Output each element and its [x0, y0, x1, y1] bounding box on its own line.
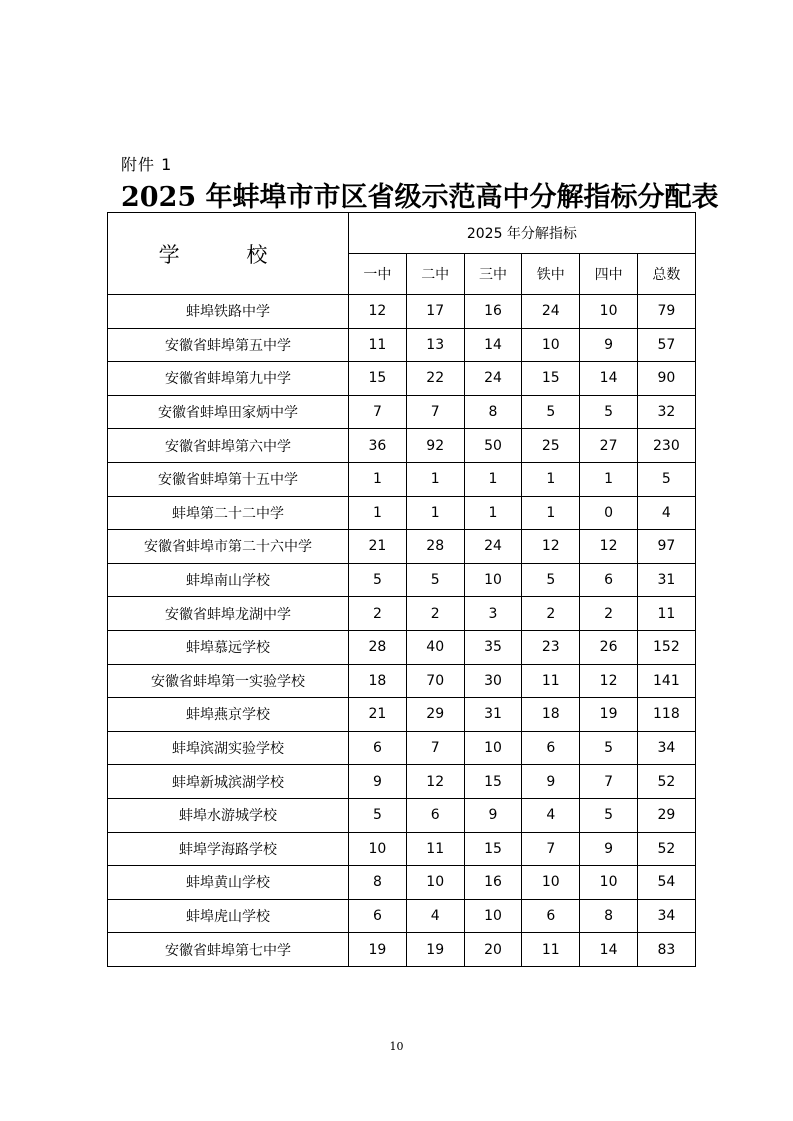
- quota-value-cell: 1: [406, 496, 464, 530]
- school-name-cell: 安徽省蚌埠第五中学: [108, 328, 349, 362]
- table-row: [108, 933, 696, 967]
- table-row: [108, 630, 696, 664]
- quota-value-cell: 21: [349, 530, 407, 564]
- column-header: 总数: [637, 254, 695, 295]
- quota-value-cell: 31: [464, 698, 522, 732]
- table-row: [108, 698, 696, 732]
- quota-value-cell: 1: [522, 496, 580, 530]
- quota-value-cell: 30: [464, 664, 522, 698]
- school-name-cell: 蚌埠水游城学校: [108, 798, 349, 832]
- quota-value-cell: 34: [637, 899, 695, 933]
- quota-value-cell: 11: [406, 832, 464, 866]
- quota-value-cell: 12: [522, 530, 580, 564]
- page-title: 2025 年蚌埠市市区省级示范高中分解指标分配表: [121, 182, 719, 213]
- school-name-cell: 安徽省蚌埠第一实验学校: [108, 664, 349, 698]
- table-row: [108, 362, 696, 396]
- quota-value-cell: 1: [522, 462, 580, 496]
- quota-value-cell: 50: [464, 429, 522, 463]
- table-row: [108, 765, 696, 799]
- quota-value-cell: 20: [464, 933, 522, 967]
- quota-value-cell: 13: [406, 328, 464, 362]
- quota-value-cell: 152: [637, 630, 695, 664]
- quota-value-cell: 14: [580, 362, 638, 396]
- quota-value-cell: 5: [349, 798, 407, 832]
- quota-value-cell: 14: [464, 328, 522, 362]
- column-header: 一中: [349, 254, 407, 295]
- quota-value-cell: 34: [637, 731, 695, 765]
- school-column-header: 学 校: [108, 213, 349, 295]
- school-name-cell: 蚌埠滨湖实验学校: [108, 731, 349, 765]
- school-name-cell: 蚌埠学海路学校: [108, 832, 349, 866]
- quota-value-cell: 10: [522, 866, 580, 900]
- quota-value-cell: 36: [349, 429, 407, 463]
- table-row: [108, 899, 696, 933]
- quota-value-cell: 5: [580, 731, 638, 765]
- column-header: 二中: [406, 254, 464, 295]
- quota-value-cell: 32: [637, 395, 695, 429]
- quota-value-cell: 7: [349, 395, 407, 429]
- quota-value-cell: 19: [580, 698, 638, 732]
- quota-value-cell: 15: [464, 765, 522, 799]
- school-name-cell: 安徽省蚌埠市第二十六中学: [108, 530, 349, 564]
- quota-value-cell: 11: [349, 328, 407, 362]
- quota-value-cell: 10: [349, 832, 407, 866]
- quota-value-cell: 40: [406, 630, 464, 664]
- quota-value-cell: 8: [464, 395, 522, 429]
- quota-value-cell: 18: [522, 698, 580, 732]
- quota-value-cell: 12: [580, 664, 638, 698]
- quota-value-cell: 15: [349, 362, 407, 396]
- school-name-cell: 安徽省蚌埠第七中学: [108, 933, 349, 967]
- table-row: [108, 530, 696, 564]
- quota-value-cell: 5: [522, 395, 580, 429]
- quota-value-cell: 17: [406, 295, 464, 329]
- quota-value-cell: 6: [522, 899, 580, 933]
- table-row: [108, 664, 696, 698]
- quota-value-cell: 1: [349, 496, 407, 530]
- quota-value-cell: 5: [580, 798, 638, 832]
- quota-value-cell: 5: [522, 563, 580, 597]
- quota-value-cell: 16: [464, 866, 522, 900]
- quota-value-cell: 10: [464, 563, 522, 597]
- quota-value-cell: 9: [580, 832, 638, 866]
- quota-value-cell: 9: [349, 765, 407, 799]
- quota-value-cell: 2: [349, 597, 407, 631]
- quota-value-cell: 79: [637, 295, 695, 329]
- quota-value-cell: 22: [406, 362, 464, 396]
- table-body: [108, 295, 696, 967]
- quota-value-cell: 16: [464, 295, 522, 329]
- quota-value-cell: 15: [464, 832, 522, 866]
- school-name-cell: 蚌埠新城滨湖学校: [108, 765, 349, 799]
- quota-value-cell: 4: [637, 496, 695, 530]
- quota-value-cell: 97: [637, 530, 695, 564]
- table-row: [108, 328, 696, 362]
- quota-value-cell: 8: [349, 866, 407, 900]
- quota-value-cell: 57: [637, 328, 695, 362]
- table-row: [108, 832, 696, 866]
- quota-value-cell: 1: [580, 462, 638, 496]
- school-name-cell: 安徽省蚌埠第九中学: [108, 362, 349, 396]
- quota-value-cell: 14: [580, 933, 638, 967]
- quota-value-cell: 11: [522, 664, 580, 698]
- quota-value-cell: 52: [637, 832, 695, 866]
- quota-value-cell: 4: [522, 798, 580, 832]
- quota-value-cell: 2: [406, 597, 464, 631]
- quota-value-cell: 118: [637, 698, 695, 732]
- quota-value-cell: 10: [580, 866, 638, 900]
- quota-value-cell: 7: [406, 395, 464, 429]
- quota-value-cell: 24: [464, 530, 522, 564]
- column-header: 四中: [580, 254, 638, 295]
- quota-value-cell: 21: [349, 698, 407, 732]
- school-name-cell: 安徽省蚌埠田家炳中学: [108, 395, 349, 429]
- column-header: 铁中: [522, 254, 580, 295]
- quota-value-cell: 15: [522, 362, 580, 396]
- quota-value-cell: 4: [406, 899, 464, 933]
- table-row: [108, 731, 696, 765]
- quota-value-cell: 90: [637, 362, 695, 396]
- quota-value-cell: 6: [349, 731, 407, 765]
- quota-value-cell: 12: [349, 295, 407, 329]
- attachment-label: 附件 1: [121, 155, 173, 174]
- school-name-cell: 蚌埠虎山学校: [108, 899, 349, 933]
- quota-value-cell: 25: [522, 429, 580, 463]
- quota-value-cell: 2: [580, 597, 638, 631]
- table-row: [108, 295, 696, 329]
- quota-value-cell: 7: [406, 731, 464, 765]
- quota-value-cell: 52: [637, 765, 695, 799]
- quota-value-cell: 1: [406, 462, 464, 496]
- school-name-cell: 蚌埠南山学校: [108, 563, 349, 597]
- quota-value-cell: 1: [349, 462, 407, 496]
- quota-group-header: 2025 年分解指标: [349, 213, 696, 254]
- quota-value-cell: 5: [406, 563, 464, 597]
- quota-value-cell: 11: [637, 597, 695, 631]
- quota-value-cell: 27: [580, 429, 638, 463]
- quota-value-cell: 6: [522, 731, 580, 765]
- table-row: [108, 866, 696, 900]
- quota-value-cell: 12: [406, 765, 464, 799]
- quota-value-cell: 28: [406, 530, 464, 564]
- quota-value-cell: 35: [464, 630, 522, 664]
- quota-value-cell: 2: [522, 597, 580, 631]
- quota-value-cell: 31: [637, 563, 695, 597]
- quota-value-cell: 11: [522, 933, 580, 967]
- quota-value-cell: 19: [406, 933, 464, 967]
- school-name-cell: 安徽省蚌埠第十五中学: [108, 462, 349, 496]
- quota-value-cell: 29: [406, 698, 464, 732]
- quota-value-cell: 6: [349, 899, 407, 933]
- allocation-table: [107, 212, 696, 967]
- quota-value-cell: 23: [522, 630, 580, 664]
- quota-value-cell: 28: [349, 630, 407, 664]
- quota-value-cell: 9: [580, 328, 638, 362]
- table-row: [108, 798, 696, 832]
- quota-value-cell: 10: [464, 899, 522, 933]
- header-row-group: [108, 213, 696, 254]
- quota-value-cell: 10: [464, 731, 522, 765]
- table-row: [108, 395, 696, 429]
- quota-value-cell: 7: [580, 765, 638, 799]
- quota-value-cell: 10: [406, 866, 464, 900]
- school-name-cell: 蚌埠第二十二中学: [108, 496, 349, 530]
- quota-value-cell: 5: [580, 395, 638, 429]
- quota-value-cell: 24: [464, 362, 522, 396]
- school-name-cell: 安徽省蚌埠第六中学: [108, 429, 349, 463]
- quota-value-cell: 7: [522, 832, 580, 866]
- quota-value-cell: 54: [637, 866, 695, 900]
- quota-value-cell: 5: [637, 462, 695, 496]
- quota-value-cell: 0: [580, 496, 638, 530]
- page-number: 10: [389, 1040, 404, 1053]
- school-name-cell: 蚌埠慕远学校: [108, 630, 349, 664]
- quota-value-cell: 5: [349, 563, 407, 597]
- quota-value-cell: 9: [464, 798, 522, 832]
- quota-value-cell: 10: [580, 295, 638, 329]
- quota-value-cell: 230: [637, 429, 695, 463]
- school-name-cell: 蚌埠铁路中学: [108, 295, 349, 329]
- table-row: [108, 462, 696, 496]
- quota-value-cell: 6: [406, 798, 464, 832]
- school-name-cell: 蚌埠燕京学校: [108, 698, 349, 732]
- quota-value-cell: 6: [580, 563, 638, 597]
- table-row: [108, 429, 696, 463]
- quota-value-cell: 26: [580, 630, 638, 664]
- quota-value-cell: 29: [637, 798, 695, 832]
- table-row: [108, 563, 696, 597]
- quota-value-cell: 18: [349, 664, 407, 698]
- quota-value-cell: 19: [349, 933, 407, 967]
- quota-value-cell: 92: [406, 429, 464, 463]
- school-name-cell: 蚌埠黄山学校: [108, 866, 349, 900]
- quota-value-cell: 24: [522, 295, 580, 329]
- column-header: 三中: [464, 254, 522, 295]
- quota-value-cell: 8: [580, 899, 638, 933]
- quota-value-cell: 3: [464, 597, 522, 631]
- quota-value-cell: 9: [522, 765, 580, 799]
- quota-value-cell: 12: [580, 530, 638, 564]
- quota-value-cell: 70: [406, 664, 464, 698]
- table-row: [108, 496, 696, 530]
- quota-value-cell: 141: [637, 664, 695, 698]
- quota-value-cell: 1: [464, 462, 522, 496]
- quota-value-cell: 83: [637, 933, 695, 967]
- school-name-cell: 安徽省蚌埠龙湖中学: [108, 597, 349, 631]
- quota-value-cell: 1: [464, 496, 522, 530]
- quota-value-cell: 10: [522, 328, 580, 362]
- table-row: [108, 597, 696, 631]
